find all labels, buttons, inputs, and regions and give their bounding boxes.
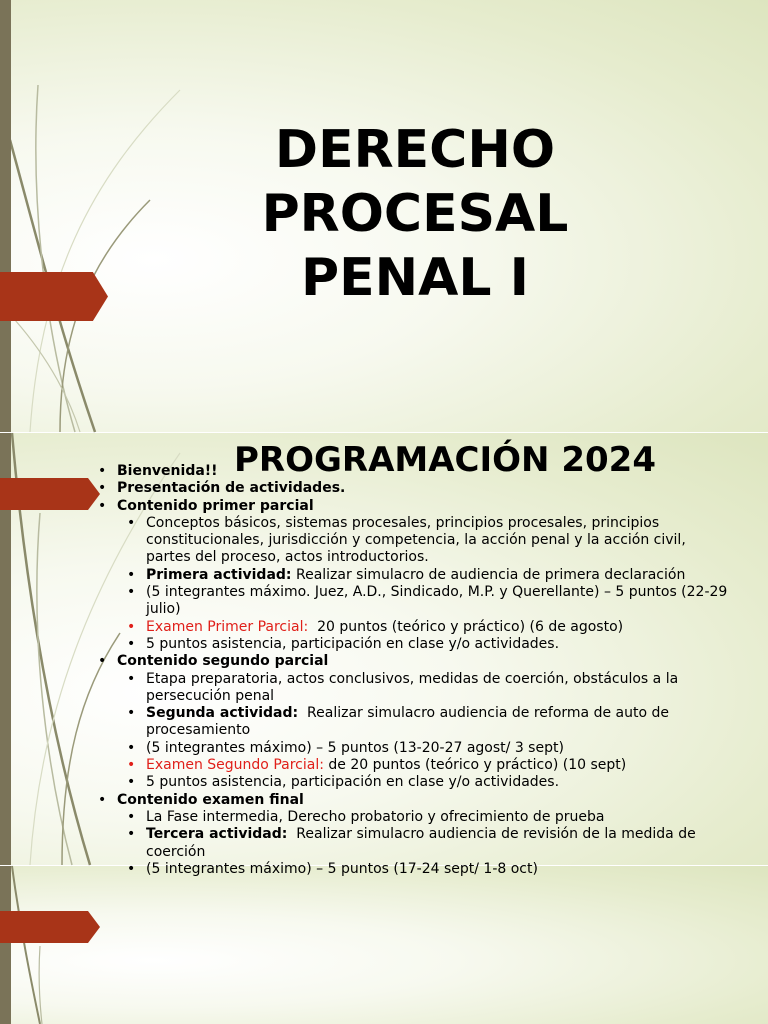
arrow-marker (0, 478, 100, 510)
list-item: • Presentación de actividades. (98, 480, 728, 497)
section-segundo-parcial: • Contenido segundo parcial (98, 653, 728, 670)
list-item: • (5 integrantes máximo. Juez, A.D., Sindicado, M.P. y Querellante) – 5 puntos (22-29 julio) (98, 584, 728, 619)
left-bar (0, 866, 11, 1024)
decorative-swirls (0, 866, 200, 1024)
list-item: • (5 integrantes máximo) – 5 puntos (17-24 sept/ 1-8 oct) (98, 861, 728, 878)
arrow-marker (0, 272, 108, 321)
list-item: • 5 puntos asistencia, participación en clase y/o actividades. (98, 636, 728, 653)
list-item: • (5 integrantes máximo) – 5 puntos (13-20-27 agost/ 3 sept) (98, 740, 728, 757)
list-item: • 5 puntos asistencia, participación en clase y/o actividades. (98, 774, 728, 791)
list-item: • Etapa preparatoria, actos conclusivos, medidas de coerción, obstáculos a la persecución penal (98, 671, 728, 706)
slide-next (0, 866, 768, 1024)
section-examen-final: • Contenido examen final (98, 792, 728, 809)
list-item: • La Fase intermedia, Derecho probatorio y ofrecimiento de prueba (98, 809, 728, 826)
slide-title-text: DERECHO PROCESAL PENAL I (261, 120, 569, 308)
list-item: • Tercera actividad: Realizar simulacro audiencia de revisión de la medida de coerción (98, 826, 728, 861)
programacion-list (98, 463, 728, 877)
section-primer-parcial: • Contenido primer parcial (98, 498, 728, 515)
programacion-title: PROGRAMACIÓN 2024 (234, 440, 656, 480)
slide-title (0, 0, 768, 432)
list-item: • Primera actividad: Realizar simulacro de audiencia de primera declaración (98, 567, 728, 584)
list-item: • Examen Segundo Parcial: de 20 puntos (teórico y práctico) (10 sept) (98, 757, 728, 774)
list-item: • Conceptos básicos, sistemas procesales, principios procesales, principios constitucionales, jurisdicción y competencia, la acción penal y la acción civil, partes del proceso, actos introductorios. (98, 515, 728, 567)
arrow-marker (0, 911, 100, 943)
left-bar (0, 0, 11, 432)
list-item: • Bienvenida!! (98, 463, 728, 480)
list-item: • Examen Primer Parcial: 20 puntos (teórico y práctico) (6 de agosto) (98, 619, 728, 636)
decorative-swirls (0, 0, 200, 432)
list-item: • Segunda actividad: Realizar simulacro audiencia de reforma de auto de procesamiento (98, 705, 728, 740)
